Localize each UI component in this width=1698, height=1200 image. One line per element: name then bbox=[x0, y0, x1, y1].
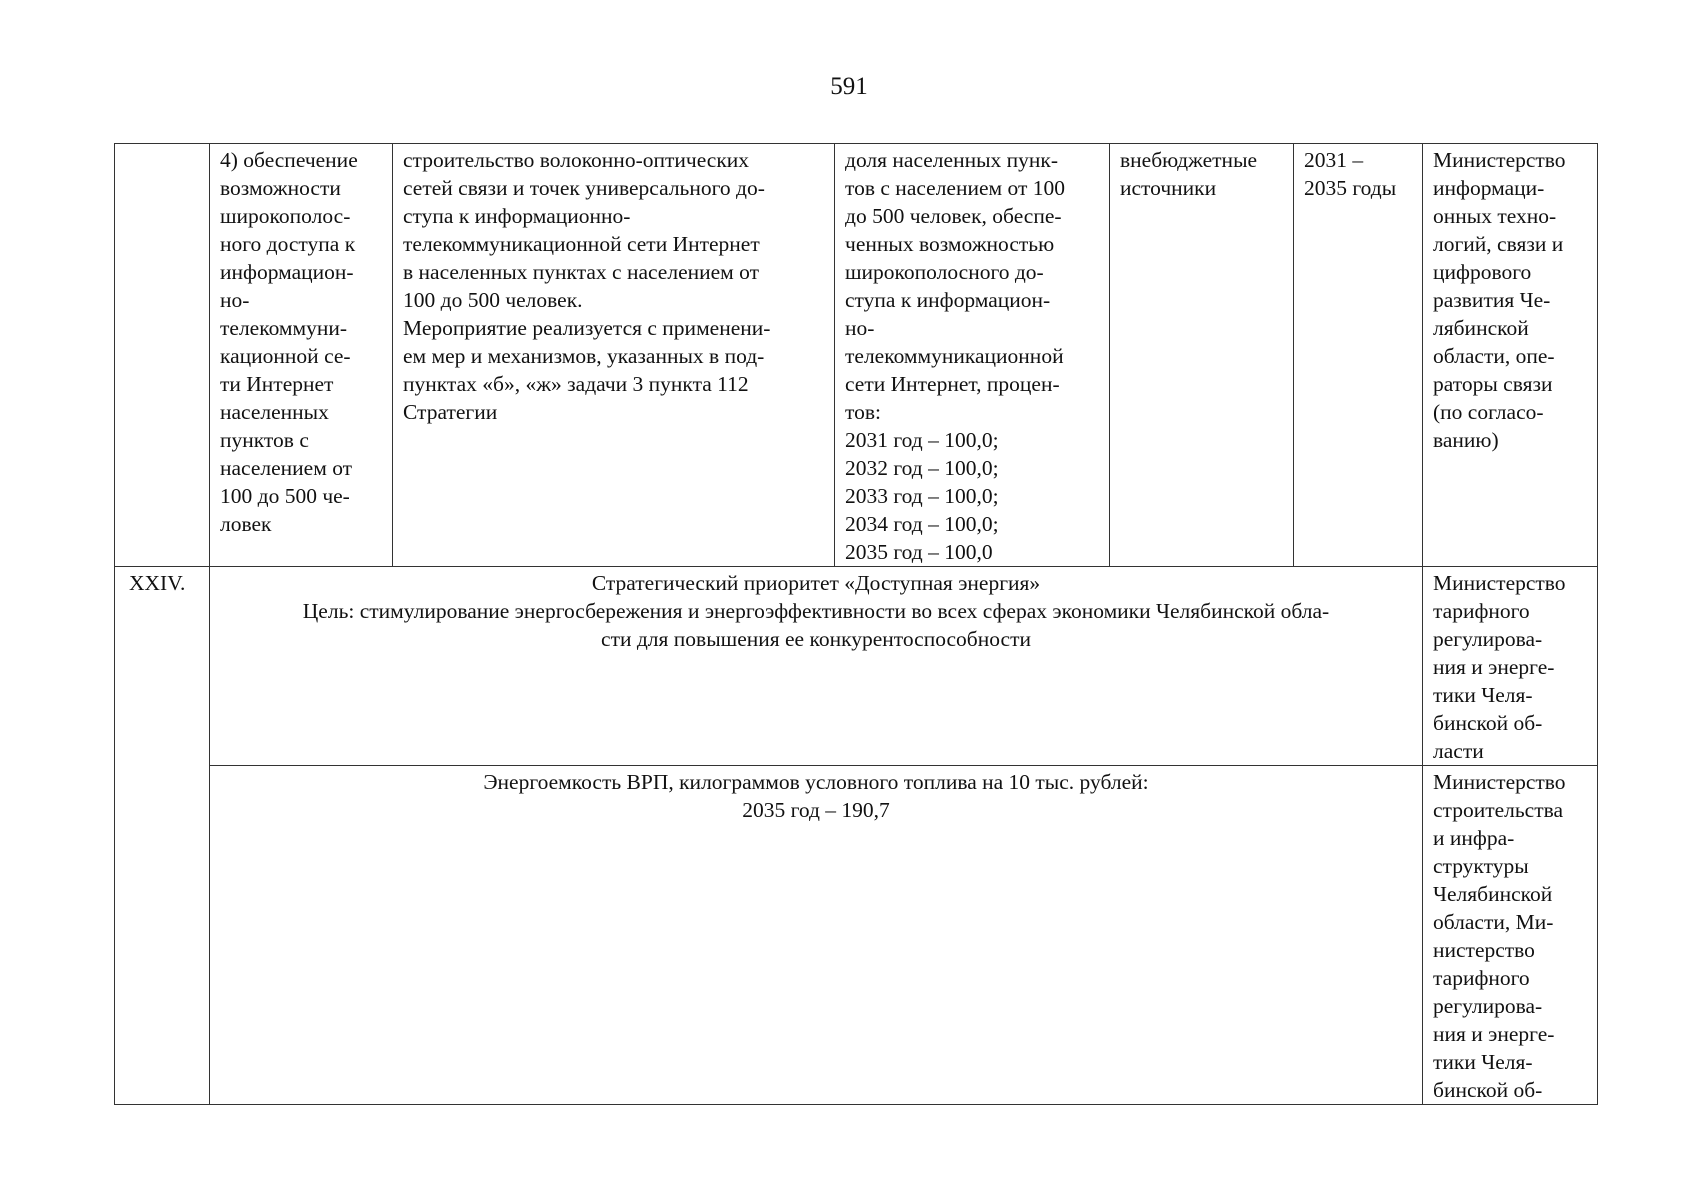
text-line: 100 до 500 человек. bbox=[403, 288, 583, 312]
text-line: области, опе- bbox=[1433, 344, 1555, 368]
text-line: источники bbox=[1120, 176, 1217, 200]
text-line: населением от bbox=[220, 456, 353, 480]
row-number-cell bbox=[115, 144, 210, 567]
text-line: Министерство bbox=[1433, 770, 1566, 794]
strategy-table bbox=[114, 143, 1598, 1105]
text-line: до 500 человек, обеспе- bbox=[845, 204, 1062, 228]
text-line: строительство волоконно-оптических bbox=[403, 148, 750, 172]
text-line: регулирова- bbox=[1433, 994, 1543, 1018]
text-line: широкополосного до- bbox=[845, 260, 1044, 284]
table-row-measure-4 bbox=[115, 144, 1598, 567]
text-line: логий, связи и bbox=[1433, 232, 1564, 256]
text-line: телекоммуникационной bbox=[845, 344, 1064, 368]
text-line: цифрового bbox=[1433, 260, 1532, 284]
text-line: ния и энерге- bbox=[1433, 655, 1555, 679]
text-line: пунктов с bbox=[220, 428, 309, 452]
text-line: ванию) bbox=[1433, 428, 1499, 452]
text-line: 2035 год – 190,7 bbox=[742, 798, 890, 822]
text-line: ного доступа к bbox=[220, 232, 356, 256]
text-line: ловек bbox=[220, 512, 272, 536]
text-line: 2035 годы bbox=[1304, 176, 1397, 200]
text-line: телекоммуни- bbox=[220, 316, 348, 340]
text-line: кационной се- bbox=[220, 344, 351, 368]
text-line: 4) обеспечение bbox=[220, 148, 358, 172]
text-line: Стратегии bbox=[403, 400, 498, 424]
text-line: раторы связи bbox=[1433, 372, 1553, 396]
text-line: бинской об- bbox=[1433, 1078, 1543, 1102]
text-line: ласти bbox=[1433, 739, 1484, 763]
text-line: Стратегический приоритет «Доступная энергия» bbox=[591, 571, 1041, 595]
text-line: Мероприятие реализуется с применени- bbox=[403, 316, 771, 340]
priority-cell bbox=[210, 567, 1423, 766]
table-row-priority-xxiv bbox=[115, 567, 1598, 766]
text-line: пунктах «б», «ж» задачи 3 пункта 112 bbox=[403, 372, 749, 396]
text-line: но- bbox=[220, 288, 250, 312]
text-line: 2033 год – 100,0; bbox=[845, 484, 999, 508]
period-cell bbox=[1294, 144, 1423, 567]
text-line: возможности bbox=[220, 176, 341, 200]
text-line: структуры bbox=[1433, 854, 1529, 878]
indicator-cell bbox=[835, 144, 1110, 567]
page-number: 591 bbox=[830, 73, 868, 100]
text-line: и инфра- bbox=[1433, 826, 1515, 850]
text-line: области, Ми- bbox=[1433, 910, 1554, 934]
energy-responsible-cell bbox=[1423, 766, 1598, 1105]
text-line: ступа к информационно- bbox=[403, 204, 631, 228]
text-line: телекоммуникационной сети Интернет bbox=[403, 232, 760, 256]
text-line: 100 до 500 че- bbox=[220, 484, 350, 508]
text-line: бинской об- bbox=[1433, 711, 1543, 735]
section-number-cell: XXIV. bbox=[115, 567, 210, 1105]
text-line: тарифного bbox=[1433, 966, 1530, 990]
text-line: информацион- bbox=[220, 260, 354, 284]
text-line: (по согласо- bbox=[1433, 400, 1544, 424]
text-line: сетей связи и точек универсального до- bbox=[403, 176, 765, 200]
text-line: широкополос- bbox=[220, 204, 351, 228]
energy-indicator-cell bbox=[210, 766, 1423, 1105]
text-line: нистерство bbox=[1433, 938, 1535, 962]
text-line: ем мер и механизмов, указанных в под- bbox=[403, 344, 765, 368]
text-line: 2035 год – 100,0 bbox=[845, 540, 993, 564]
text-line: 2031 год – 100,0; bbox=[845, 428, 999, 452]
funding-source-cell bbox=[1110, 144, 1294, 567]
text-line: ния и энерге- bbox=[1433, 1022, 1555, 1046]
text-line: Министерство bbox=[1433, 571, 1566, 595]
text-line: ченных возможностью bbox=[845, 232, 1055, 256]
text-line: тарифного bbox=[1433, 599, 1530, 623]
task-cell bbox=[210, 144, 393, 567]
measure-description-cell bbox=[393, 144, 835, 567]
priority-responsible-cell bbox=[1423, 567, 1598, 766]
text-line: тики Челя- bbox=[1433, 683, 1533, 707]
text-line: тов с населением от 100 bbox=[845, 176, 1065, 200]
text-line: сети Интернет, процен- bbox=[845, 372, 1060, 396]
text-line: 2032 год – 100,0; bbox=[845, 456, 999, 480]
text-line: сти для повышения ее конкурентоспособности bbox=[601, 627, 1031, 651]
text-line: Челябинской bbox=[1433, 882, 1553, 906]
text-line: внебюджетные bbox=[1120, 148, 1258, 172]
text-line: тики Челя- bbox=[1433, 1050, 1533, 1074]
text-line: Цель: стимулирование энергосбережения и энергоэффективности во всех сферах экономики Челябинской обла- bbox=[302, 599, 1330, 623]
text-line: населенных bbox=[220, 400, 329, 424]
responsible-cell bbox=[1423, 144, 1598, 567]
text-line: Энергоемкость ВРП, килограммов условного топлива на 10 тыс. рублей: bbox=[483, 770, 1149, 794]
text-line: но- bbox=[845, 316, 875, 340]
text-line: строительства bbox=[1433, 798, 1564, 822]
text-line: Министерство bbox=[1433, 148, 1566, 172]
text-line: в населенных пунктах с населением от bbox=[403, 260, 760, 284]
text-line: развития Че- bbox=[1433, 288, 1551, 312]
text-line: 2031 – bbox=[1304, 148, 1364, 172]
text-line: лябинской bbox=[1433, 316, 1529, 340]
text-line: информаци- bbox=[1433, 176, 1545, 200]
text-line: онных техно- bbox=[1433, 204, 1557, 228]
text-line: ступа к информацион- bbox=[845, 288, 1051, 312]
text-line: 2034 год – 100,0; bbox=[845, 512, 999, 536]
table-row-energy-indicator bbox=[115, 766, 1598, 1105]
text-line: тов: bbox=[845, 400, 881, 424]
text-line: регулирова- bbox=[1433, 627, 1543, 651]
text-line: ти Интернет bbox=[220, 372, 334, 396]
text-line: доля населенных пунк- bbox=[845, 148, 1059, 172]
